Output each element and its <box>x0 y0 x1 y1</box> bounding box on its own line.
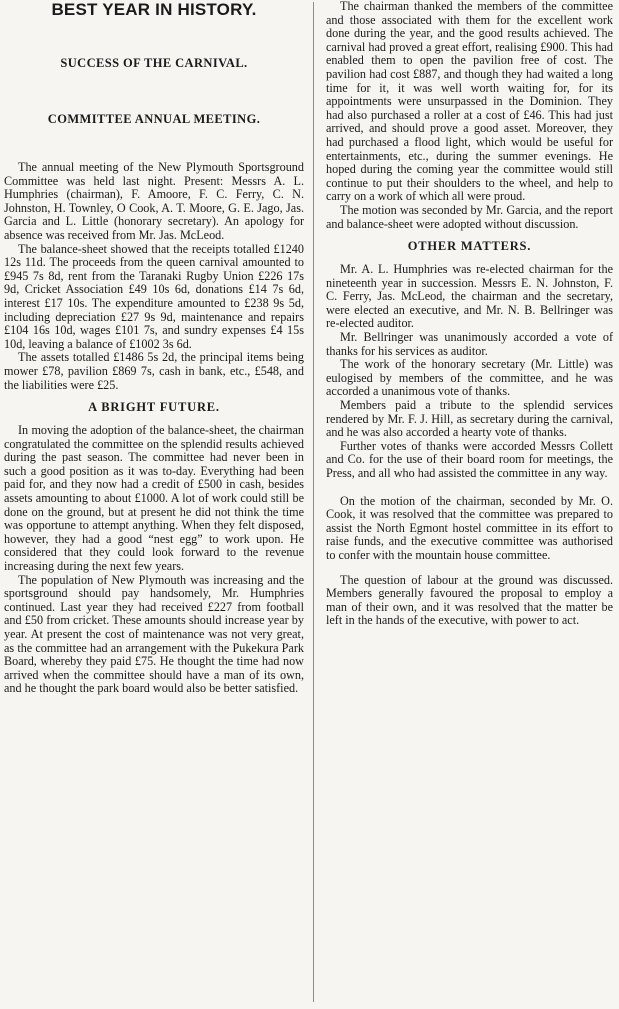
meeting-report <box>4 161 304 392</box>
paragraph-labour-question: The question of labour at the ground was discussed. Members generally favoured the proposal to employ a man of their own, and it was resolved that the matter be left in the hands of the executive, with power to act. <box>326 572 613 628</box>
column-divider <box>313 2 314 1002</box>
paragraph-elections: Mr. A. L. Humphries was re-elected chairman for the nineteenth year in succession. Messrs E. N. Johnston, F. C. Ferry, Jas. McLeod, the chairman and the secretary, were elected an executive, and Mr. N. B. Bellringer was re-elected auditor. <box>326 262 613 331</box>
paragraph-further-thanks: Further votes of thanks were accorded Messrs Collett and Co. for the use of their board room for meetings, the Press, and all who had assisted the committee in any way. <box>326 438 613 480</box>
paragraph-motion-seconded: The motion was seconded by Mr. Garcia, and the report and balance-sheet were adopted without discussion. <box>326 202 613 231</box>
section-heading-bright-future: A BRIGHT FUTURE. <box>88 400 220 415</box>
subheadline-meeting: COMMITTEE ANNUAL MEETING. <box>47 112 261 126</box>
right-column <box>326 0 613 628</box>
paragraph-balance-sheet: The balance-sheet showed that the receipts totalled £1240 12s 11d. The proceeds from the queen carnival amounted to £945 7s 8d, rent from the Taranaki Rugby Union £226 17s 9d, Cricket Association £49 10s 6d, donations £14 7s 6d, interest £17 10s. The expenditure amounted to £238 9s 5d, including depreciation £27 9s 9d, maintenance and repairs £104 16s 10d, wages £101 7s, and sundry expenses £4 15s 10d, leaving a balance of £1002 3s 6d. <box>4 241 304 351</box>
paragraph-chairman-thanks: The chairman thanked the members of the committee and those associated with them for the excellent work done during the year, and the good results achieved. The carnival had proved a great effort, realising £900. This had enabled them to open the pavilion free of cost. The pavilion had cost £887, and though they had waited a long time for it, it was well worth waiting for, for its appointments were unsurpassed in the Dominion. They had also purchased a roller at a cost of £46. This had just arrived, and should prove a good asset. Moreover, they had purchased a flood light, which would be useful for entertainments, etc., during the summer evenings. He hoped during the coming year the committee would still continue to put their shoulders to the wheel, and help to carry on a work of which all were proud. <box>326 0 613 204</box>
paragraph-secretary-thanks: The work of the honorary secretary (Mr. Little) was eulogised by members of the committee, and he was accorded a unanimous vote of thanks. <box>326 357 613 399</box>
left-column <box>4 0 304 696</box>
paragraph-tribute: Members paid a tribute to the splendid services rendered by Mr. F. J. Hill, as secretary during the carnival, and he was also accorded a hearty vote of thanks. <box>326 398 613 440</box>
paragraph-attendance: The annual meeting of the New Plymouth Sportsground Committee was held last night. Present: Messrs A. L. Humphries (chairman), F. Amoore, F. C. Ferry, C. N. Johnston, H. Townley, O Cook, A. T. Moore, G. E. Jago, Jas. Garcia and L. Little (honorary secretary). An apology for absence was received from Mr. Jas. McLeod. <box>4 160 304 242</box>
other-matters-section <box>326 263 613 481</box>
bright-future-section <box>4 424 304 696</box>
paragraph-auditor-thanks: Mr. Bellringer was unanimously accorded a vote of thanks for his services as auditor. <box>326 330 613 358</box>
paragraph-chairman-address: In moving the adoption of the balance-sheet, the chairman congratulated the committee on the splendid results achieved during the past season. The committee had never been in such a good position as it was to-day. Everything had been paid for, and they now had a credit of £500 in cash, besides assets amounting to about £1000. A lot of work could still be done on the ground, but at present he did not think the time was opportune to attempt anything. When they felt disposed, however, they had a good “nest egg” to work upon. He considered that they could look forward to the revenue increasing during the next few years. <box>4 423 304 574</box>
section-heading-other-matters: OTHER MATTERS. <box>407 239 532 254</box>
paragraph-population: The population of New Plymouth was increasing and the sportsground should pay handsomely, Mr. Humphries continued. Last year they had received £227 from football and £50 from cricket. These amounts should increase year by year. At present the cost of maintenance was not very great, as the committee had an arrangement with the Pukekura Park Board, whereby they paid £75. He thought the time had now arrived when the committee should have a man of its own, and he thought the park board would also be better satisfied. <box>4 572 304 696</box>
subheadline-carnival: SUCCESS OF THE CARNIVAL. <box>60 56 248 70</box>
paragraph-assets: The assets totalled £1486 5s 2d, the principal items being mower £78, pavilion £869 7s, cash in bank, etc., £548, and the liabilities were £25. <box>4 350 304 392</box>
paragraph-hostel-motion: On the motion of the chairman, seconded by Mr. O. Cook, it was resolved that the committee was prepared to assist the North Egmont hostel committee in its effort to raise funds, and the executive committee was authorised to confer with the mountain house committee. <box>326 493 613 562</box>
headline: BEST YEAR IN HISTORY. <box>51 0 257 19</box>
